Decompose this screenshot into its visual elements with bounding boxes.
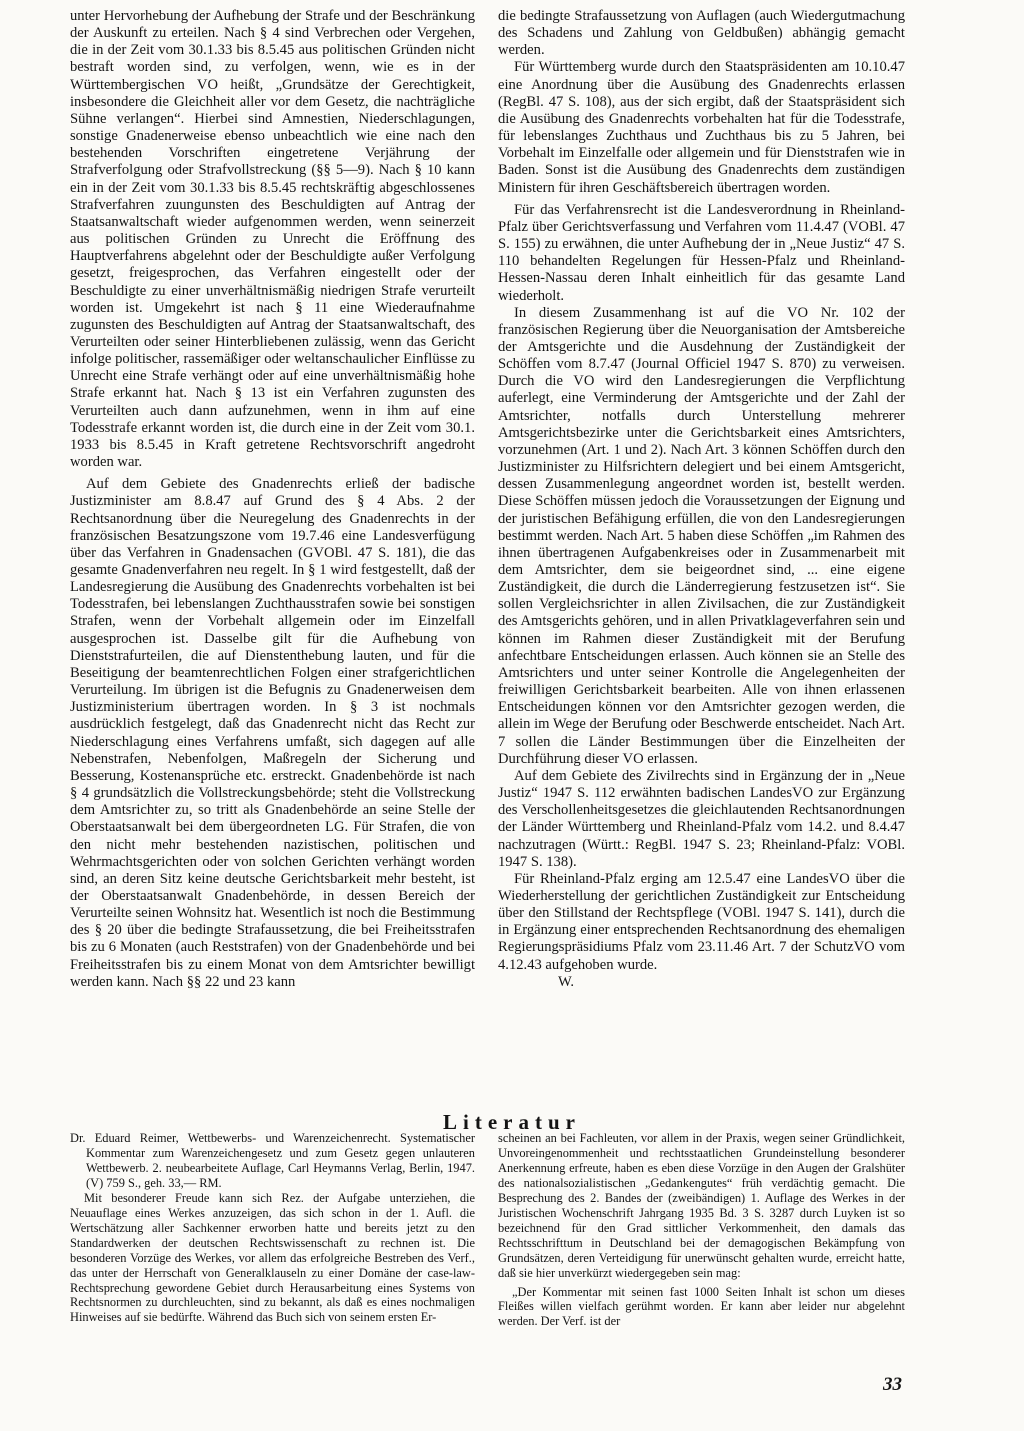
right-text-column [498,8,905,991]
book-reference: Dr. Eduard Reimer, Wettbewerbs- und Warenzeichenrecht. Systematischer Kommentar zum Warenzeichengesetz und zum Gesetz gegen unlauteren Wettbewerb. 2. neubearbeitete Auflage, Carl Heymanns Verlag, Berlin, 1947. (V) 759 S., geh. 33,— RM. [70,1131,475,1190]
paragraph: Für Rheinland-Pfalz erging am 12.5.47 eine LandesVO über die Wiederherstellung der gerichtlichen Zuständigkeit zur Entscheidung über den Stillstand der Rechtspflege (VOBl. 1947 S. 141), durch die in Ergänzung einer entsprechenden Rechtsanordnung des ehemaligen Regierungspräsidiums Pfalz vom 23.11.46 Art. 7 der SchutzVO vom 4.12.43 aufgehoben wurde. [498,870,905,973]
review-paragraph: Mit besonderer Freude kann sich Rez. der Aufgabe unterziehen, die Neuauflage eines Werkes anzuzeigen, das sich schon in der 1. Aufl. die Wertschätzung aller Sachkenner erworben hatte und bereits jetzt zu den Standardwerken der deutschen Rechtswissenschaft zu rechnen ist. Die besonderen Vorzüge des Werkes, vor allem das erfolgreiche Bestreben des Verf., das unter der Herrschaft von Generalklauseln zu einer Domäne der case-law-Rechtsprechung gewordene Gebiet durch Herausarbeitung eines Systems von Rechtsnormen zu durchleuchten, sind zu bekannt, als daß es eines nochmaligen Hinweises auf sie bedürfte. Während das Buch sich von seinem ersten Er- [70,1190,475,1325]
literature-right-column [498,1131,905,1329]
paragraph: Für das Verfahrensrecht ist die Landesverordnung in Rheinland-Pfalz über Gerichtsverfassung und Verfahren vom 11.4.47 (VOBl. 47 S. 155) zu erwähnen, die unter Aufhebung der in „Neue Justiz“ 47 S. 110 behandelten Regelungen für Hessen-Pfalz und Rheinland-Hessen-Nassau deren Inhalt einheitlich für das gesamte Land wiederholt. [498,201,905,304]
page-number: 33 [883,1374,902,1395]
paragraph: Auf dem Gebiete des Zivilrechts sind in Ergänzung der in „Neue Justiz“ 1947 S. 112 erwähnten badischen LandesVO zur Ergänzung des Verschollenheitsgesetzes die gleichlautenden Rechtsanordnungen der Länder Württemberg und Rheinland-Pfalz vom 14.2. und 8.4.47 nachzutragen (Württ.: RegBl. 1947 S. 23; Rheinland-Pfalz: VOBl. 1947 S. 138). [498,767,905,870]
paragraph: Auf dem Gebiete des Gnadenrechts erließ der badische Justizminister am 8.8.47 auf Grund des § 4 Abs. 2 der Rechtsanordnung über die Neuregelung des Gnadenrechts in der französischen Besatzungszone vom 19.7.46 eine Landesverfügung über das Verfahren in Gnadensachen (GVOBl. 47 S. 181), die das gesamte Gnadenverfahren neu regelt. In § 1 wird festgestellt, daß der Landesregierung die Ausübung des Gnadenrechts vorbehalten ist bei Todesstrafen, bei lebenslangen Zuchthausstrafen sowie bei sonstigen Strafen, wenn der Vorbehalt allgemein oder im Einzelfall ausgesprochen ist. Dasselbe gilt für die Aufhebung von Dienststrafurteilen, die auf Dienstenthebung lauten, und für die Beseitigung der beamtenrechtlichen Folgen einer strafgerichtlichen Verurteilung. Im übrigen ist die Befugnis zu Gnadenerweisen dem Justizministerium übertragen worden. In § 3 ist nochmals ausdrücklich festgelegt, daß das Gnadenrecht nicht das Recht zur Niederschlagung eines Verfahrens umfaßt, sich dagegen auf alle Nebenstrafen, Nebenfolgen, Maßregeln der Sicherung und Besserung, Kostenansprüche etc. erstreckt. Gnadenbehörde ist nach § 4 grundsätzlich die Vollstreckungsbehörde; steht die Vollstreckung dem Amtsrichter zu, so tritt als Gnadenbehörde an seine Stelle der Oberstaatsanwalt bei dem übergeordneten LG. Für Strafen, die von den nicht mehr bestehenden nazistischen, politischen und Wehrmachtsgerichten oder von solchen Gerichten verhängt worden sind, an deren Sitz keine deutsche Gerichtsbarkeit mehr besteht, ist der Oberstaatsanwalt Gnadenbehörde, in dessen Bereich der Verurteilte seinen Wohnsitz hat. Wesentlich ist noch die Bestimmung des § 20 über die bedingte Strafaussetzung, die bei Freiheitsstrafen bis zu 6 Monaten (auch Reststrafen) von der Gnadenbehörde und bei Freiheitsstrafen bis zu einem Monat von dem Amtsrichter bewilligt werden kann. Nach §§ 22 und 23 kann [70,476,475,990]
quotation: „Der Kommentar mit seinen fast 1000 Seiten Inhalt ist schon um dieses Fleißes willen vielfach gerühmt worden. Er kann aber leider nur abgelehnt werden. Der Verf. ist der [498,1284,905,1329]
paragraph: In diesem Zusammenhang ist auf die VO Nr. 102 der französischen Regierung über die Neuorganisation der Amtsbereiche der Amtsgerichte und die Ausdehnung der Zuständigkeit der Schöffen vom 8.7.47 (Journal Officiel 1947 S. 870) zu verweisen. Durch die VO wird den Landesregierungen die Verpflichtung auferlegt, eine Verminderung der Amtsgerichte und der Zahl der Amtsrichter, notfalls durch Unterstellung mehrerer Amtsgerichtsbezirke unter die Gerichtsbarkeit eines Amtsrichters, vorzunehmen (Art. 1 und 2). Nach Art. 3 können Schöffen durch den Justizminister zu Hilfsrichtern delegiert und bei einem Amtsgericht, dessen Zusammenlegung angeordnet worden ist, bestellt werden. Diese Schöffen müssen jedoch die Voraussetzungen der Eignung und der juristischen Befähigung erfüllen, die von den Landesregierungen bestimmt werden. Nach Art. 5 haben diese Schöffen „im Rahmen des ihnen übertragenen Aufgabenkreises oder in Zusammenarbeit mit dem Amtsrichter, dem sie beigeordnet sind, ... eine eigene Zuständigkeit, die durch die Länderregierung festzusetzen ist“. Sie sollen Vergleichsrichter in allen Zivilsachen, die zur Zuständigkeit des Amtsgerichts gehören, und in allen Privatklageverfahren sein und können im Rahmen dieser Zuständigkeit mit der Berufung anfechtbare Entscheidungen erlassen. Auch können sie an Stelle des Amtsrichters und unter seiner Kontrolle die Angelegenheiten der freiwilligen Gerichtsbarkeit bearbeiten. Alle von ihnen erlassenen Entscheidungen können vor den Amtsrichter gezogen werden, die allein im Wege der Berufung oder Beschwerde entscheidet. Nach Art. 7 sollen die Länder Bestimmungen über die Einzelheiten der Durchführung dieser VO erlassen. [498,304,905,767]
paragraph: unter Hervorhebung der Aufhebung der Strafe und der Beschränkung der Auskunft zu erteilen. Nach § 4 sind Verbrechen oder Vergehen, die in der Zeit vom 30.1.33 bis 8.5.45 aus politischen Gründen nicht bestraft worden sind, zu verfolgen, wenn, wie es in der Württembergischen VO heißt, „Grundsätze der Gerechtigkeit, insbesondere die Gleichheit aller vor dem Gesetz, die nachträgliche Sühne verlangen“. Hierbei sind Amnestien, Niederschlagungen, sonstige Gnadenerweise ebenso unbeachtlich wie eine nach den bestehenden Vorschriften eingetretene Verjährung der Strafverfolgung oder Strafvollstreckung (§§ 5—9). Nach § 10 kann ein in der Zeit vom 30.1.33 bis 8.5.45 rechtskräftig abgeschlossenes Strafverfahren zuungunsten des Beschuldigten auf Antrag der Staatsanwaltschaft wieder aufgenommen werden, wenn seinerzeit aus politischen Gründen zu Unrecht die Eröffnung des Hauptverfahrens abgelehnt oder der Beschuldigte außer Verfolgung gesetzt, freigesprochen, das Verfahren eingestellt oder der Beschuldigte zu einer unverhältnismäßig niedrigen Strafe verurteilt worden ist. Umgekehrt ist nach § 11 eine Wiederaufnahme zugunsten des Beschuldigten auf Antrag der Staatsanwaltschaft, des Verurteilten oder seiner Hinterbliebenen zulässig, wenn das Gericht infolge politischer, rassemäßiger oder weltanschaulicher Einflüsse zu Unrecht eine Strafe verhängt oder auf eine unverhältnismäßig hohe Strafe erkannt hat. Nach § 13 ist ein Verfahren zugunsten des Verurteilten auch dann aufzunehmen, wenn in ihm auf eine Todesstrafe erkannt worden ist, die durch eine in der Zeit vom 30.1. 1933 bis 8.5.45 in Kraft getretene Rechtsvorschrift angedroht worden war. [70,8,475,471]
section-heading: Literatur [443,1110,581,1134]
paragraph: die bedingte Strafaussetzung von Auflagen (auch Wiedergutmachung des Schadens und Zahlung von Geldbußen) abhängig gemacht werden. [498,8,905,59]
literature-left-column [70,1131,475,1325]
author-signature: W. [558,973,575,990]
review-paragraph: scheinen an bei Fachleuten, vor allem in der Praxis, wegen seiner Gründlichkeit, Unvoreingenommenheit und rechtsstaatlichen Grundeinstellung besonderer Anerkennung erfreute, haben es eben diese Vorzüge in den Augen der Gralshüter des nationalsozialistischen „Gedankengutes“ früh verdächtig gemacht. Die Besprechung des 2. Bandes der (zweibändigen) 1. Auflage des Werkes in der Juristischen Wochenschrift Jahrgang 1935 Bd. 3 S. 3287 durch Luyken ist so bezeichnend für den Grad sittlicher Verkommenheit, den damals das Rechtsschrifttum in Deutschland bei der demagogischen Bekämpfung von Grundsätzen, deren Verteidigung für unerwünscht gehalten wurde, erreicht hatte, daß sie hier unverkürzt wiedergegeben sein mag: [498,1131,905,1280]
paragraph: Für Württemberg wurde durch den Staatspräsidenten am 10.10.47 eine Anordnung über die Ausübung des Gnadenrechts erlassen (RegBl. 47 S. 108), aus der sich ergibt, daß der Staatspräsident sich die Ausübung des Gnadenrechts vorbehalten hat für die Todesstrafe, für lebenslanges Zuchthaus und Zuchthaus bis zu 5 Jahren, bei Vorbehalt im Einzelfalle oder allgemein und für Dienststrafen wie in Baden. Sonst ist die Ausübung des Gnadenrechts dem zuständigen Ministern für ihren Geschäftsbereich übertragen worden. [498,59,905,196]
left-text-column [70,8,475,991]
